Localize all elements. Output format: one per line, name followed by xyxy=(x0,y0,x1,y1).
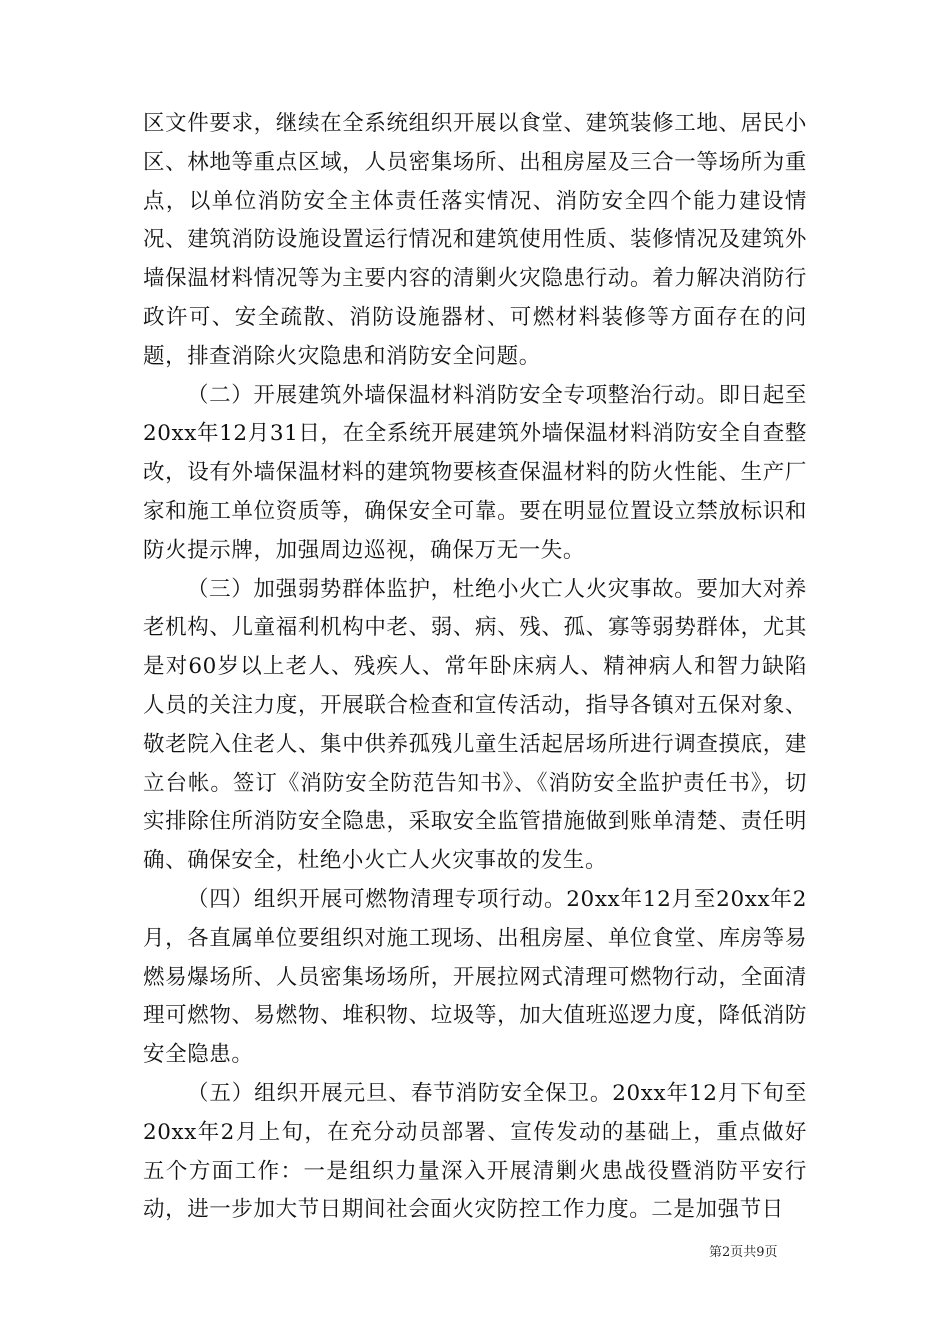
paragraph-section-2: （二）开展建筑外墙保温材料消防安全专项整治行动。即日起至20xx年12月31日，在全系统开展建筑外墙保温材料消防安全自查整改，设有外墙保温材料的建筑物要核查保温材料的防火性能、生产厂家和施工单位资质等，确保安全可靠。要在明显位置设立禁放标识和防火提示牌，加强周边巡视，确保万无一失。 xyxy=(143,382,807,563)
paragraph-continuation: 区文件要求，继续在全系统组织开展以食堂、建筑装修工地、居民小区、林地等重点区域，人员密集场所、出租房屋及三合一等场所为重点，以单位消防安全主体责任落实情况、消防安全四个能力建设情况、建筑消防设施设置运行情况和建筑使用性质、装修情况及建筑外墙保温材料情况等为主要内容的清剿火灾隐患行动。着力解决消防行政许可、安全疏散、消防设施器材、可燃材料装修等方面存在的问题，排查消除火灾隐患和消防安全问题。 xyxy=(143,111,807,369)
paragraph-section-4: （四）组织开展可燃物清理专项行动。20xx年12月至20xx年2月，各直属单位要组织对施工现场、出租房屋、单位食堂、库房等易燃易爆场所、人员密集场场所，开展拉网式清理可燃物行动，全面清理可燃物、易燃物、堆积物、垃圾等，加大值班巡逻力度，降低消防安全隐患。 xyxy=(143,886,807,1068)
document-body xyxy=(143,105,807,1230)
page-number-footer: 第2页共9页 xyxy=(709,1245,778,1260)
paragraph-section-3: （三）加强弱势群体监护，杜绝小火亡人火灾事故。要加大对养老机构、儿童福利机构中老、弱、病、残、孤、寡等弱势群体，尤其是对60岁以上老人、残疾人、常年卧床病人、精神病人和智力缺陷人员的关注力度，开展联合检查和宣传活动，指导各镇对五保对象、敬老院入住老人、集中供养孤残儿童生活起居场所进行调查摸底，建立台帐。签订《消防安全防范告知书》、《消防安全监护责任书》，切实排除住所消防安全隐患，采取安全监管措施做到账单清楚、责任明确、确保安全，杜绝小火亡人火灾事故的发生。 xyxy=(143,576,807,874)
paragraph-section-5: （五）组织开展元旦、春节消防安全保卫。20xx年12月下旬至20xx年2月上旬，在充分动员部署、宣传发动的基础上，重点做好五个方面工作：一是组织力量深入开展清剿火患战役暨消防平安行动，进一步加大节日期间社会面火灾防控工作力度。二是加强节日 xyxy=(143,1080,807,1223)
